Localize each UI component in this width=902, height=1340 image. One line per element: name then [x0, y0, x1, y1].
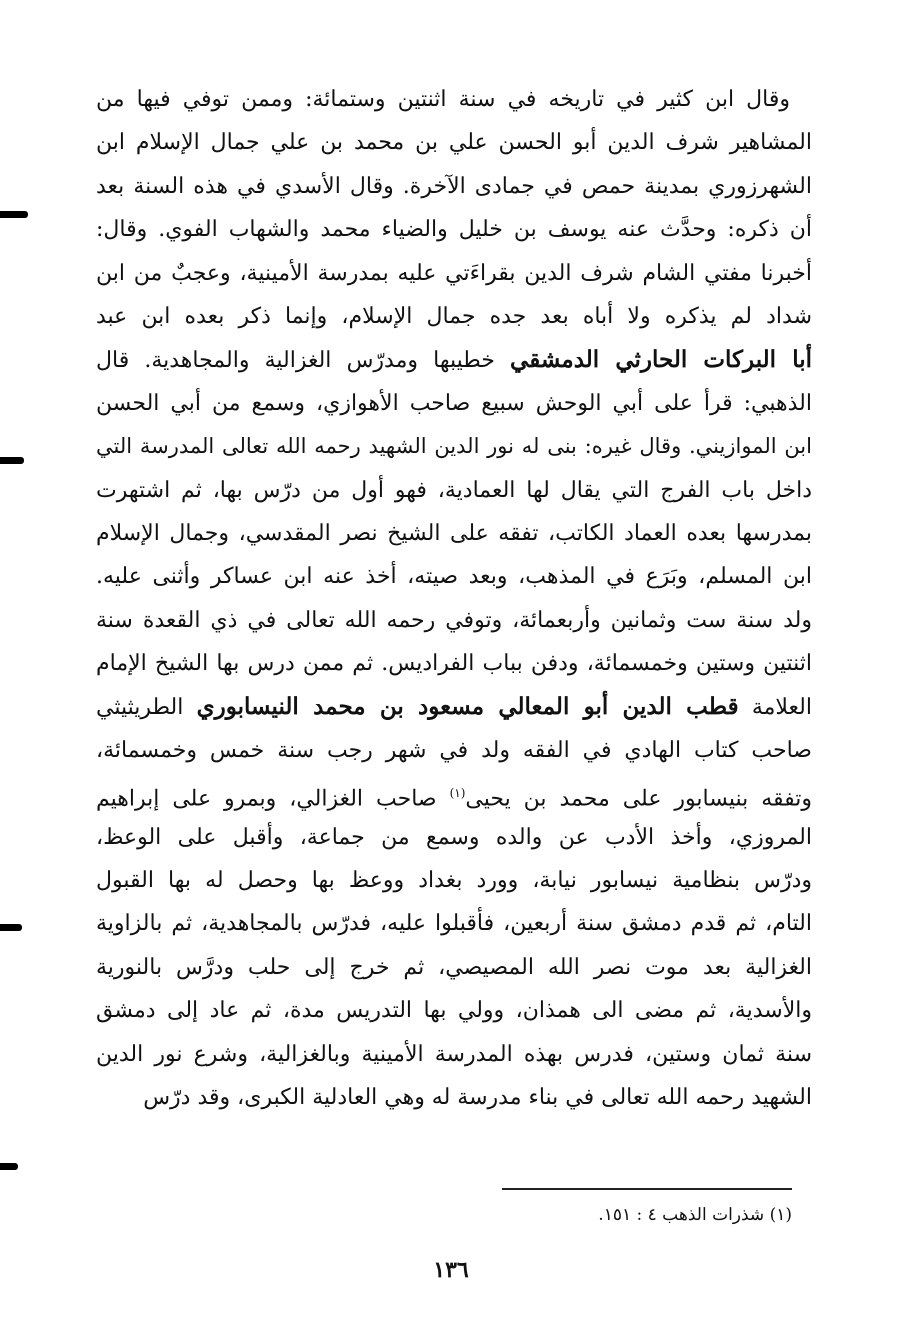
text-line: بمدرسها بعده العماد الكاتب، تفقه على الشيخ نصر المقدسي، وجمال الإسلام — [96, 520, 812, 546]
text-line: أن ذكره: وحدَّث عنه يوسف بن خليل والضياء محمد والشهاب الفوي. وقال: — [96, 217, 812, 243]
footnote-separator — [502, 1188, 792, 1190]
footnote: (١) شذرات الذهب ٤ : ١٥١. — [598, 1205, 792, 1225]
text-line: والأسدية، ثم مضى الى همذان، وولي بها التدريس مدة، ثم عاد إلى دمشق — [96, 998, 812, 1024]
text-line: ابن الموازيني. وقال غيره: بنى له نور الدين الشهيد رحمه الله تعالى المدرسة التي — [96, 434, 812, 459]
text-line — [96, 685, 812, 728]
scan-edge-mark — [0, 1163, 18, 1170]
page-number: ١٣٦ — [433, 1257, 469, 1283]
text-line: الذهبي: قرأ على أبي الوحش سبيع صاحب الأهوازي، وسمع من أبي الحسن — [96, 390, 812, 416]
text-segment: وتفقه بنيسابور على محمد بن يحيى — [465, 786, 813, 812]
text-line: الشهيد رحمه الله تعالى في بناء مدرسة له وهي العادلية الكبرى، وقد درّس — [143, 1084, 812, 1110]
text-line: صاحب كتاب الهادي في الفقه ولد في شهر رجب سنة خمس وخمسمائة، — [96, 737, 812, 763]
text-line: المشاهير شرف الدين أبو الحسن علي بن محمد بن علي جمال الإسلام ابن — [96, 130, 812, 156]
text-segment: خطيبها ومدرّس الغزالية والمجاهدية. قال — [96, 348, 511, 374]
main-text — [96, 78, 812, 1119]
scan-edge-mark — [0, 211, 28, 218]
text-line: المروزي، وأخذ الأدب عن والده وسمع من جماعة، وأقبل على الوعظ، — [96, 824, 812, 850]
scan-edge-mark — [0, 924, 22, 931]
footnote-marker: (١) — [449, 786, 466, 801]
text-line: الشهرزوري بمدينة حمص في جمادى الآخرة. وقال الأسدي في هذه السنة بعد — [96, 173, 812, 199]
text-line: ابن المسلم، وبَرَع في المذهب، وبعد صيته، أخذ عنه ابن عساكر وأثنى عليه. — [96, 564, 812, 590]
text-line: وقال ابن كثير في تاريخه في سنة اثنتين وستمائة: وممن توفي فيها من — [96, 87, 790, 112]
text-line: الغزالية بعد موت نصر الله المصيصي، ثم خرج إلى حلب ودرَّس بالنورية — [96, 954, 812, 980]
text-line: ولد سنة ست وثمانين وأربعمائة، وتوفي رحمه الله تعالى في ذي القعدة سنة — [96, 607, 812, 633]
text-line: أخبرنا مفتي الشام شرف الدين بقراءَتي عليه بمدرسة الأمينية، وعجبٌ من ابن — [96, 260, 812, 286]
bold-name: أبا البركات الحارثي الدمشقي — [510, 346, 812, 374]
text-line: التام، ثم قدم دمشق سنة أربعين، فأقبلوا عليه، فدرّس بالمجاهدية، ثم بالزاوية — [96, 911, 812, 937]
scan-edge-mark — [0, 457, 24, 464]
text-line: اثنتين وستين وخمسمائة، ودفن بباب الفراديس. ثم ممن درس بها الشيخ الإمام — [96, 651, 812, 677]
text-line: ودرّس بنظامية نيسابور نيابة، وورد بغداد ووعظ بها وحصل له بها القبول — [96, 868, 812, 894]
text-line: داخل باب الفرج التي يقال لها العمادية، فهو أول من درّس بها، ثم اشتهرت — [96, 477, 812, 503]
bold-name: قطب الدين أبو المعالي مسعود بن محمد النيسابوري — [196, 693, 739, 721]
text-line: شداد لم يذكره ولا أباه بعد جده جمال الإسلام، وإنما ذكر بعده ابن عبد — [96, 303, 812, 329]
text-line — [96, 772, 812, 815]
text-segment: صاحب الغزالي، وبمرو على إبراهيم — [96, 786, 450, 812]
text-line — [96, 338, 812, 381]
text-line: سنة ثمان وستين، فدرس بهذه المدرسة الأمينية وبالغزالية، وشرع نور الدين — [96, 1041, 812, 1067]
text-segment: العلامة — [738, 695, 812, 721]
text-segment: الطريثيثي — [96, 695, 197, 721]
